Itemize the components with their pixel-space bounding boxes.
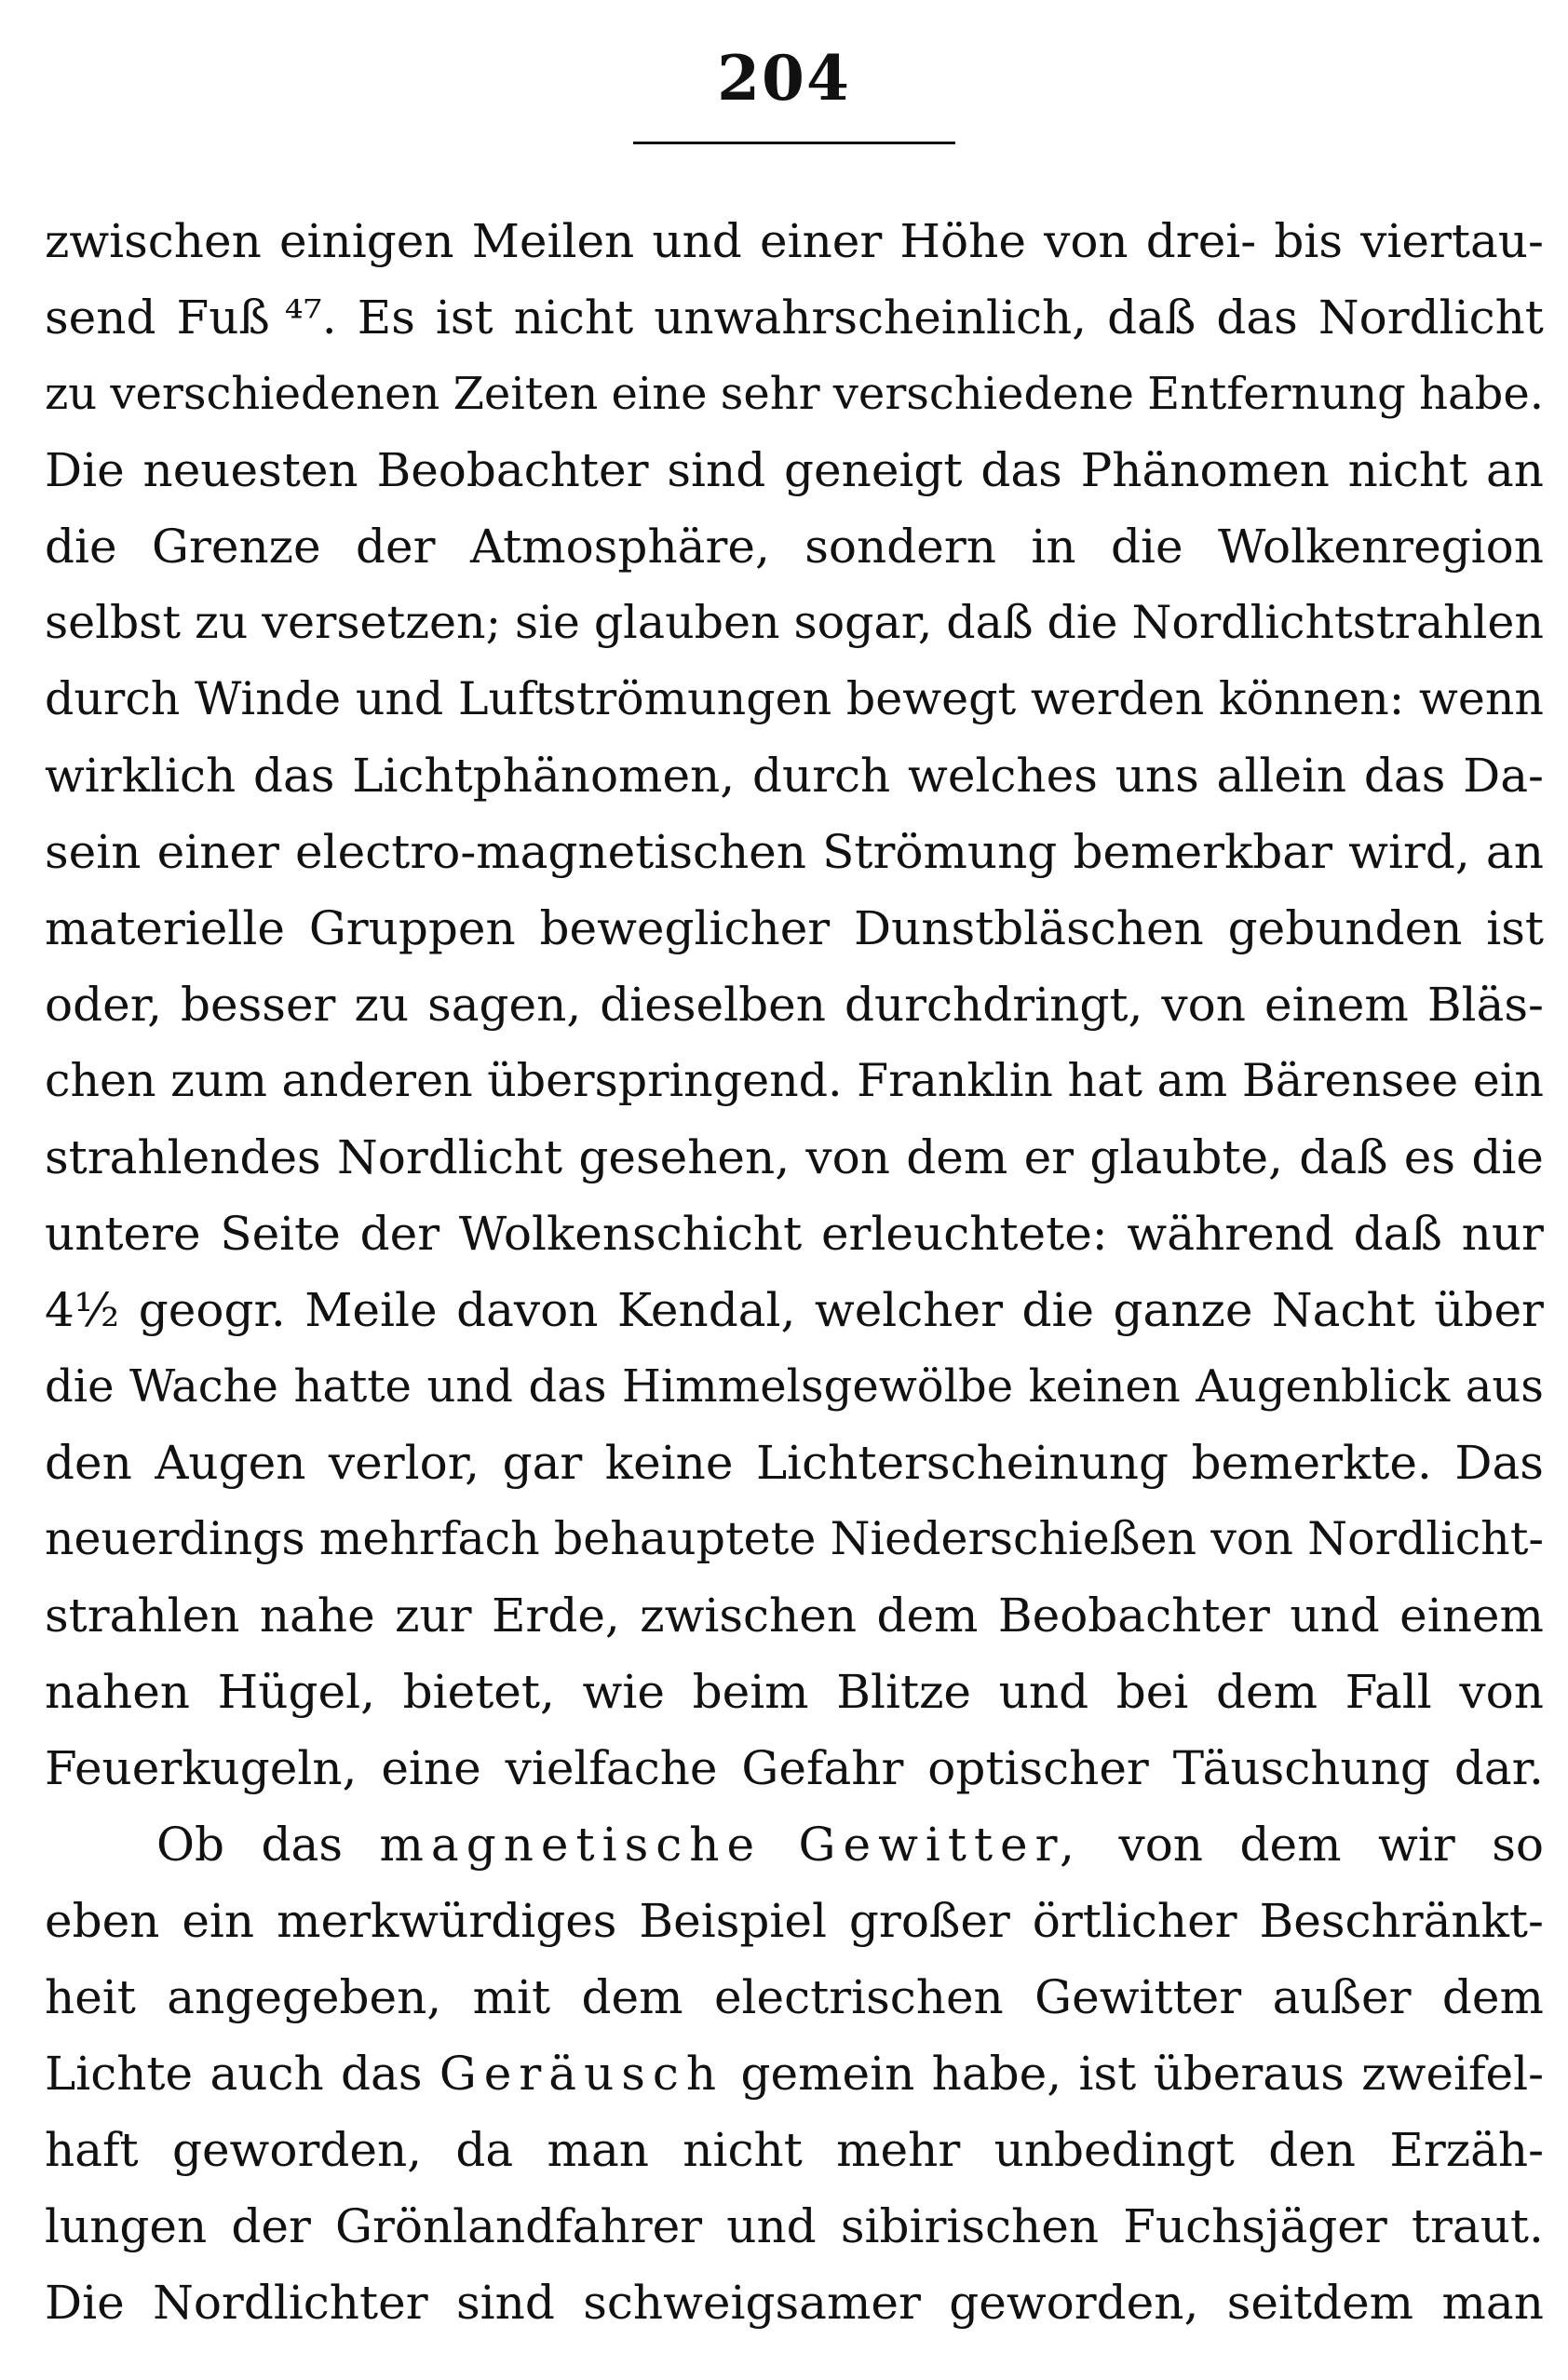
word: wir <box>1378 1818 1455 1872</box>
word: ist <box>1078 2047 1137 2101</box>
word: traut. <box>1411 2199 1544 2253</box>
word: drei- <box>1145 214 1257 268</box>
word: hat <box>1067 1054 1142 1107</box>
word: das <box>252 749 335 803</box>
word: einer <box>156 825 279 879</box>
word: Wache <box>128 1360 278 1413</box>
word: Es <box>357 291 415 345</box>
word: Gewitter, <box>798 1818 1082 1872</box>
word: von <box>1118 1818 1204 1872</box>
word: über <box>1434 1283 1544 1337</box>
word: er <box>1023 1130 1075 1184</box>
word: in <box>1031 520 1076 574</box>
word: versetzen; <box>262 596 502 649</box>
word: Geräusch <box>439 2047 724 2101</box>
word: sehr <box>720 368 820 420</box>
word: Feuerkugeln, <box>45 1741 358 1795</box>
text-line <box>45 2035 1544 2112</box>
word: magnetische <box>379 1818 763 1872</box>
word: Augen <box>155 1436 306 1490</box>
word: gar <box>502 1436 583 1490</box>
word: geogr. <box>138 1283 286 1337</box>
word: die <box>45 1360 115 1413</box>
word: allein <box>1216 749 1347 803</box>
word: wenn <box>1418 672 1544 725</box>
word: nahen <box>45 1665 191 1719</box>
word: von <box>805 1130 890 1184</box>
word: beweglicher <box>539 901 831 955</box>
word: eben <box>45 1894 160 1948</box>
word: überaus <box>1153 2047 1345 2101</box>
word: die <box>45 520 117 574</box>
word: electro-magnetischen <box>295 825 806 879</box>
text-line <box>45 737 1544 814</box>
word: Seite <box>220 1207 341 1261</box>
text-line <box>45 1806 1544 1883</box>
word: nicht <box>1347 443 1468 497</box>
word: zu <box>194 596 249 649</box>
text-line <box>45 2112 1544 2188</box>
word: materielle <box>45 901 285 955</box>
word: auch <box>210 2047 324 2101</box>
word: viertau- <box>1360 214 1544 268</box>
word: habe, <box>931 2047 1062 2101</box>
text-line <box>45 1043 1544 1119</box>
word: aus <box>1465 1360 1544 1413</box>
word: ist <box>435 291 493 345</box>
word: keinen <box>1028 1360 1181 1413</box>
word: Luftströmungen <box>457 672 832 725</box>
word: behauptete <box>553 1512 817 1565</box>
word: bietet, <box>402 1665 555 1719</box>
word: gebunden <box>1227 901 1463 955</box>
word: neuerdings <box>45 1512 305 1565</box>
word: hatte <box>293 1360 412 1413</box>
word: und <box>998 1665 1089 1719</box>
word: die <box>1471 1130 1544 1184</box>
word: verschiedene <box>832 368 1134 420</box>
word: 4½ <box>45 1283 120 1337</box>
word: mehr <box>836 2123 961 2177</box>
text-line <box>45 1272 1544 1348</box>
word: durch <box>45 672 181 725</box>
word: besser <box>181 978 336 1032</box>
text-line <box>45 1730 1544 1806</box>
word: welcher <box>814 1283 1003 1337</box>
word: sein <box>45 825 142 879</box>
text-line <box>45 1501 1544 1577</box>
word: Zeiten <box>453 368 599 420</box>
word: bewegt <box>845 672 1017 725</box>
text-line <box>45 1348 1544 1425</box>
word: ganze <box>1113 1283 1253 1337</box>
word: der <box>231 2199 311 2253</box>
word: nicht <box>683 2123 803 2177</box>
word: erleuchtete: <box>820 1207 1108 1261</box>
word: das <box>341 2047 423 2101</box>
word: Da- <box>1463 749 1544 803</box>
word: Kendal, <box>616 1283 796 1337</box>
word: der <box>359 1207 440 1261</box>
word: eine <box>611 368 708 420</box>
word: Erde, <box>491 1589 620 1643</box>
word: heit <box>45 1970 136 2024</box>
word: untere <box>45 1207 201 1261</box>
word: dem <box>1441 1970 1544 2024</box>
header-rule <box>633 142 955 144</box>
word: können: <box>1218 672 1405 725</box>
word: Beobachter <box>376 443 649 497</box>
word: dieselben <box>600 978 826 1032</box>
word: lungen <box>45 2199 208 2253</box>
word: der <box>356 520 436 574</box>
text-line <box>45 508 1544 585</box>
word: seitdem <box>1226 2276 1414 2330</box>
word: dem <box>876 1589 979 1643</box>
word: bemerkte. <box>1191 1436 1432 1490</box>
word: Bläs- <box>1426 978 1544 1032</box>
text-line <box>45 967 1544 1043</box>
word: großer <box>848 1894 1010 1948</box>
word: sogar, <box>793 596 933 649</box>
text-line <box>45 1196 1544 1272</box>
word: einem <box>1264 978 1409 1032</box>
word: werden <box>1030 672 1205 725</box>
word: und <box>1290 1589 1380 1643</box>
word: Fall <box>1345 1665 1432 1719</box>
text-line <box>45 1883 1544 1959</box>
word: anderen <box>281 1054 473 1107</box>
word: Gruppen <box>308 901 516 955</box>
word: an <box>1485 825 1544 879</box>
word: während <box>1127 1207 1334 1261</box>
word: gemein <box>740 2047 915 2101</box>
word: das <box>1216 291 1298 345</box>
word: mit <box>472 1970 551 2024</box>
word: selbst <box>45 596 182 649</box>
word: nahe <box>259 1589 375 1643</box>
word: unbedingt <box>994 2123 1235 2177</box>
word: den <box>45 1436 132 1490</box>
word: überspringend. <box>487 1054 843 1107</box>
word: Die <box>45 2276 125 2330</box>
word: zweifel- <box>1361 2047 1544 2101</box>
word: sibirischen <box>840 2199 1100 2253</box>
word: verschiedenen <box>110 368 440 420</box>
word: Atmosphäre, <box>469 520 770 574</box>
word: strahlendes <box>45 1130 321 1184</box>
word: oder, <box>45 978 163 1032</box>
word: Das <box>1454 1436 1544 1490</box>
text-line <box>45 1654 1544 1730</box>
word: einem <box>1399 1589 1544 1643</box>
word: wird, <box>1348 825 1470 879</box>
text-line <box>45 203 1544 279</box>
word: Gewitter <box>1034 1970 1242 2024</box>
word: den <box>1268 2123 1357 2177</box>
word: durchdringt, <box>844 978 1143 1032</box>
word: außer <box>1272 1970 1412 2024</box>
word: strahlen <box>45 1589 240 1643</box>
word: örtlicher <box>1032 1894 1237 1948</box>
word: das <box>528 1360 607 1413</box>
word: keine <box>604 1436 734 1490</box>
word: daß <box>1299 1130 1388 1184</box>
text-line <box>45 2188 1544 2265</box>
word: bei <box>1115 1665 1189 1719</box>
word: geworden, <box>171 2123 423 2177</box>
word: das <box>980 443 1062 497</box>
word: zu <box>45 368 98 420</box>
word: unwahrscheinlich, <box>654 291 1088 345</box>
text-line <box>45 356 1544 432</box>
text-line <box>45 279 1544 356</box>
word: nur <box>1461 1207 1544 1261</box>
word: neuesten <box>142 443 358 497</box>
word: bemerkbar <box>1073 825 1332 879</box>
word: von <box>1044 214 1129 268</box>
text-line <box>45 890 1544 967</box>
word: Nordlicht <box>1318 291 1544 345</box>
word: die <box>1110 520 1183 574</box>
text-line <box>45 2265 1544 2341</box>
word: und <box>652 214 742 268</box>
word: verlor, <box>328 1436 480 1490</box>
word: dem <box>1216 1665 1318 1719</box>
word: Höhe <box>899 214 1026 268</box>
word: zur <box>395 1589 472 1643</box>
word: dem <box>1239 1818 1342 1872</box>
word: Erzäh- <box>1389 2123 1544 2177</box>
word: das <box>261 1818 343 1872</box>
word: Meilen <box>471 214 635 268</box>
text-line <box>45 1425 1544 1501</box>
word: habe. <box>1419 368 1544 420</box>
word: Nordlichtstrahlen <box>1131 596 1544 649</box>
word: Grönlandfahrer <box>335 2199 703 2253</box>
word: am <box>1156 1054 1228 1107</box>
word: Hügel, <box>217 1665 375 1719</box>
word: schweigsamer <box>583 2276 921 2330</box>
word: wirklich <box>45 749 237 803</box>
word: Gefahr <box>741 1741 904 1795</box>
word: dem <box>581 1970 683 2024</box>
word: Augenblick <box>1196 1360 1451 1413</box>
word: bis <box>1274 214 1344 268</box>
word: dar. <box>1453 1741 1544 1795</box>
text-line <box>45 585 1544 661</box>
word: Lichtphänomen, <box>352 749 736 803</box>
word: Niederschießen <box>830 1512 1196 1565</box>
word: daß <box>946 596 1034 649</box>
word: Dunstbläschen <box>854 901 1204 955</box>
text-line <box>45 814 1544 890</box>
word: durch <box>751 749 891 803</box>
word: optischer <box>927 1741 1149 1795</box>
word: glauben <box>593 596 780 649</box>
word: einigen <box>278 214 454 268</box>
word: von <box>1161 978 1246 1032</box>
word: Fuchsjäger <box>1123 2199 1387 2253</box>
word: vielfache <box>505 1741 718 1795</box>
word: nicht <box>513 291 634 345</box>
word: es <box>1403 1130 1456 1184</box>
word: da <box>455 2123 514 2177</box>
word: merkwürdiges <box>277 1894 617 1948</box>
word: man <box>1441 2276 1544 2330</box>
text-line <box>45 1119 1544 1196</box>
word: Blitze <box>836 1665 972 1719</box>
word: electrischen <box>713 1970 1004 2024</box>
text-line <box>45 432 1544 508</box>
word: Lichte <box>45 2047 194 2101</box>
word: Lichterscheinung <box>755 1436 1169 1490</box>
word: gesehen, <box>578 1130 791 1184</box>
word: die <box>1021 1283 1095 1337</box>
word: welches <box>908 749 1098 803</box>
word: zwischen <box>640 1589 858 1643</box>
word: Fuß ⁴⁷. <box>176 291 337 345</box>
word: die <box>1047 596 1118 649</box>
text-line <box>45 1577 1544 1654</box>
word: von <box>1210 1512 1293 1565</box>
word: Phänomen <box>1080 443 1330 497</box>
word: an <box>1485 443 1544 497</box>
word: Beobachter <box>997 1589 1270 1643</box>
word: Nacht <box>1271 1283 1415 1337</box>
word: Winde <box>195 672 342 725</box>
word: Himmelsgewölbe <box>621 1360 1014 1413</box>
word: Täuschung <box>1172 1741 1430 1795</box>
word: angegeben, <box>167 1970 442 2024</box>
word: Ob <box>156 1818 224 1872</box>
word: man <box>547 2123 649 2177</box>
word: dem <box>906 1130 1008 1184</box>
word: ein <box>182 1894 255 1948</box>
word: Wolkenregion <box>1218 520 1544 574</box>
word: Nordlicht <box>337 1130 563 1184</box>
word: zu <box>354 978 410 1032</box>
word: und <box>426 1360 513 1413</box>
word: Die <box>45 443 125 497</box>
word: sagen, <box>427 978 582 1032</box>
word: sind <box>456 2276 555 2330</box>
word: send <box>45 291 156 345</box>
word: Grenze <box>152 520 321 574</box>
word: mehrfach <box>318 1512 540 1565</box>
word: sind <box>667 443 766 497</box>
text-line <box>45 661 1544 737</box>
word: das <box>1363 749 1446 803</box>
word: Bärensee <box>1241 1054 1459 1107</box>
word: und <box>726 2199 817 2253</box>
word: geneigt <box>784 443 963 497</box>
word: haft <box>45 2123 139 2177</box>
word: Beschränkt- <box>1259 1894 1544 1948</box>
word: so <box>1492 1818 1544 1872</box>
word: glaubte, <box>1089 1130 1283 1184</box>
word: sie <box>515 596 580 649</box>
word: daß <box>1353 1207 1442 1261</box>
word: davon <box>456 1283 599 1337</box>
word: Entfernung <box>1147 368 1406 420</box>
word: Franklin <box>857 1054 1053 1107</box>
word: chen <box>45 1054 156 1107</box>
word: eine <box>381 1741 481 1795</box>
word: und <box>355 672 444 725</box>
word: ein <box>1472 1054 1544 1107</box>
word: Meile <box>304 1283 438 1337</box>
word: Nordlichter <box>153 2276 428 2330</box>
word: zwischen <box>45 214 262 268</box>
word: Nordlicht- <box>1307 1512 1544 1565</box>
word: sondern <box>804 520 996 574</box>
word: daß <box>1107 291 1196 345</box>
word: uns <box>1115 749 1199 803</box>
word: ist <box>1486 901 1544 955</box>
word: Beispiel <box>639 1894 827 1948</box>
word: wie <box>582 1665 665 1719</box>
word: von <box>1459 1665 1544 1719</box>
word: einer <box>759 214 883 268</box>
word: Wolkenschicht <box>458 1207 803 1261</box>
word: beim <box>692 1665 809 1719</box>
word: zum <box>170 1054 267 1107</box>
word: geworden, <box>949 2276 1199 2330</box>
page-number: 204 <box>717 42 851 115</box>
text-line <box>45 1959 1544 2035</box>
body-text <box>45 203 1544 2341</box>
word: Strömung <box>822 825 1058 879</box>
